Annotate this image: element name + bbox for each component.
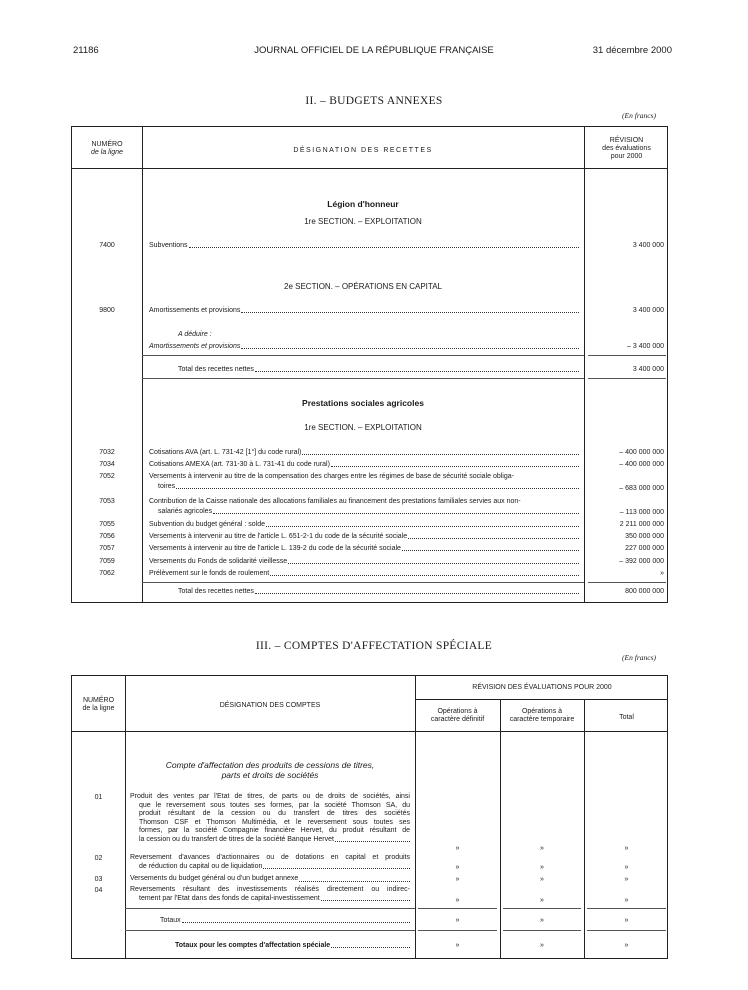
budgets-table [71, 126, 668, 603]
col-definitif-header: Opérations à caractère définitif [430, 708, 485, 723]
col-revision-header: RÉVISION DES ÉVALUATIONS POUR 2000 [472, 684, 612, 691]
col-designation-header: DÉSIGNATION DES RECETTES [293, 147, 433, 154]
row-code: 7055 [99, 521, 115, 528]
budgets-unit: (En francs) [622, 111, 656, 120]
journal-title: JOURNAL OFFICIEL DE LA RÉPUBLIQUE FRANÇAISE [254, 45, 494, 56]
row-label: Subventions [149, 241, 579, 250]
row-code: 7032 [99, 449, 115, 456]
row-value: – 400 000 000 [619, 449, 664, 456]
row-code: 01 [94, 794, 103, 801]
row-label: Versements à intervenir au titre de la compensation des charges entre les régimes de base de sécurité sociale obliga- [149, 473, 514, 480]
prestations-section-1: 1re SECTION. – EXPLOITATION [304, 423, 422, 432]
row-label: Produit des ventes par l'Etat de titres, de parts ou de droits de sociétés, ainsi que le reversement sous toutes ses formes, par la société Thomson SA, du produit résultant de la cession ou du transfert de titres des sociétés Thomson CSF et Thomson Multimédia, et le reversement sous toutes ses formes, par la société Compagnie financière Hervet, du produit résultant de la cession ou du transfert de titres de la société Banque Hervet [130, 793, 410, 843]
row-code: 7062 [99, 570, 115, 577]
legion-section-2: 2e SECTION. – OPÉRATIONS EN CAPITAL [284, 282, 442, 291]
legion-total-value: 3 400 000 [632, 366, 664, 373]
grand-total-temporaire: » [540, 942, 544, 949]
row-label: Cotisations AVA (art. L. 731-42 [1°] du code rural) [149, 448, 579, 457]
grand-total-total: » [624, 942, 629, 949]
row-code: 7034 [99, 461, 115, 468]
col-total-header: Total [619, 714, 634, 721]
row-code: 7057 [99, 545, 115, 552]
col-designation-header: DÉSIGNATION DES COMPTES [219, 702, 321, 709]
row-value: 227 000 000 [625, 545, 664, 552]
row-code: 02 [94, 855, 103, 862]
row-label: Versements du budget général ou d'un budget annexe [130, 875, 410, 884]
row-value: – 3 400 000 [627, 343, 664, 350]
prestations-total-value: 800 000 000 [625, 588, 664, 595]
row-value: – 400 000 000 [619, 461, 664, 468]
row-value: 2 211 000 000 [619, 521, 664, 528]
grand-total-label: Totaux pour les comptes d'affectation spéciale [175, 941, 410, 950]
row-code: 9800 [99, 307, 115, 314]
row-label: Versements à intervenir au titre de l'article L. 651-2-1 du code de la sécurité sociale [149, 532, 579, 541]
prestations-title: Prestations sociales agricoles [302, 398, 424, 408]
row-definitif: » [455, 864, 460, 871]
row-temporaire: » [540, 897, 544, 904]
row-label: Amortissements et provisions [149, 306, 579, 315]
row-label: Subvention du budget général : solde [149, 520, 579, 529]
col-numero-header: NUMÉRO de la ligne [91, 141, 123, 156]
row-value: 3 400 000 [632, 307, 664, 314]
page-date: 31 décembre 2000 [592, 45, 672, 56]
row-label: Versements du Fonds de solidarité vieillesse [149, 557, 579, 566]
col-temporaire-header: Opérations à caractère temporaire [509, 708, 575, 723]
row-label: Contribution de la Caisse nationale des allocations familiales au financement des prestations familiales servies aux non- [149, 498, 521, 505]
row-label: Versements à intervenir au titre de l'article L. 139-2 du code de la sécurité sociale [149, 544, 579, 553]
row-total: » [624, 897, 629, 904]
compte-title-line-2: parts et droits de sociétés [221, 770, 319, 780]
row-label: Amortissements et provisions [149, 342, 579, 351]
col-revision-header: RÉVISION des évaluations pour 2000 [602, 137, 651, 160]
row-value: 3 400 000 [632, 242, 664, 249]
a-deduire-label: A déduire : [178, 331, 212, 338]
row-total: » [624, 845, 629, 852]
row-label-cont: toires [158, 482, 579, 491]
row-temporaire: » [540, 864, 544, 871]
row-temporaire: » [540, 876, 544, 883]
row-label: Reversements résultant des investissements réalisés directement ou indirec- tement par l'Etat dans des fonds de capital-investissement [130, 886, 410, 902]
row-definitif: » [455, 897, 460, 904]
row-value: – 392 000 000 [619, 558, 664, 565]
row-total: » [624, 864, 629, 871]
prestations-total-label: Total des recettes nettes [178, 587, 579, 596]
row-label-cont: salariés agricoles [158, 507, 579, 516]
row-value: – 683 000 000 [619, 485, 664, 492]
row-label: Prélèvement sur le fonds de roulement [149, 569, 579, 578]
legion-title: Légion d'honneur [327, 199, 399, 209]
row-value: » [660, 570, 664, 577]
row-value: – 113 000 000 [619, 509, 664, 516]
row-total: » [624, 876, 629, 883]
row-code: 7059 [99, 558, 115, 565]
row-code: 04 [94, 887, 103, 894]
col-numero-header: NUMÉRO de la ligne [82, 697, 115, 712]
comptes-title: III. – COMPTES D'AFFECTATION SPÉCIALE [255, 640, 493, 652]
row-label: Cotisations AMEXA (art. 731-30 à L. 731-41 du code rural) [149, 460, 579, 469]
compte-title-line-1: Compte d'affectation des produits de cessions de titres, [165, 760, 375, 770]
legion-section-1: 1re SECTION. – EXPLOITATION [304, 217, 422, 226]
row-temporaire: » [540, 845, 544, 852]
row-code: 7400 [99, 242, 115, 249]
totaux-label: Totaux [160, 916, 410, 925]
row-code: 03 [94, 876, 103, 883]
grand-total-definitif: » [455, 942, 460, 949]
row-definitif: » [455, 876, 460, 883]
budgets-annexes-title: II. – BUDGETS ANNEXES [305, 95, 443, 107]
totaux-temporaire: » [540, 917, 544, 924]
comptes-table [71, 675, 668, 959]
row-code: 7053 [99, 498, 115, 505]
row-label: Reversement d'avances d'actionnaires ou de dotations en capital et produits de réduction du capital ou de liquidation [130, 854, 410, 870]
page-number: 21186 [73, 45, 99, 56]
totaux-total: » [624, 917, 629, 924]
row-definitif: » [455, 845, 460, 852]
totaux-definitif: » [455, 917, 460, 924]
row-code: 7056 [99, 533, 115, 540]
comptes-unit: (En francs) [622, 653, 656, 662]
row-value: 350 000 000 [625, 533, 664, 540]
row-code: 7052 [99, 473, 115, 480]
legion-total-label: Total des recettes nettes [178, 365, 579, 374]
